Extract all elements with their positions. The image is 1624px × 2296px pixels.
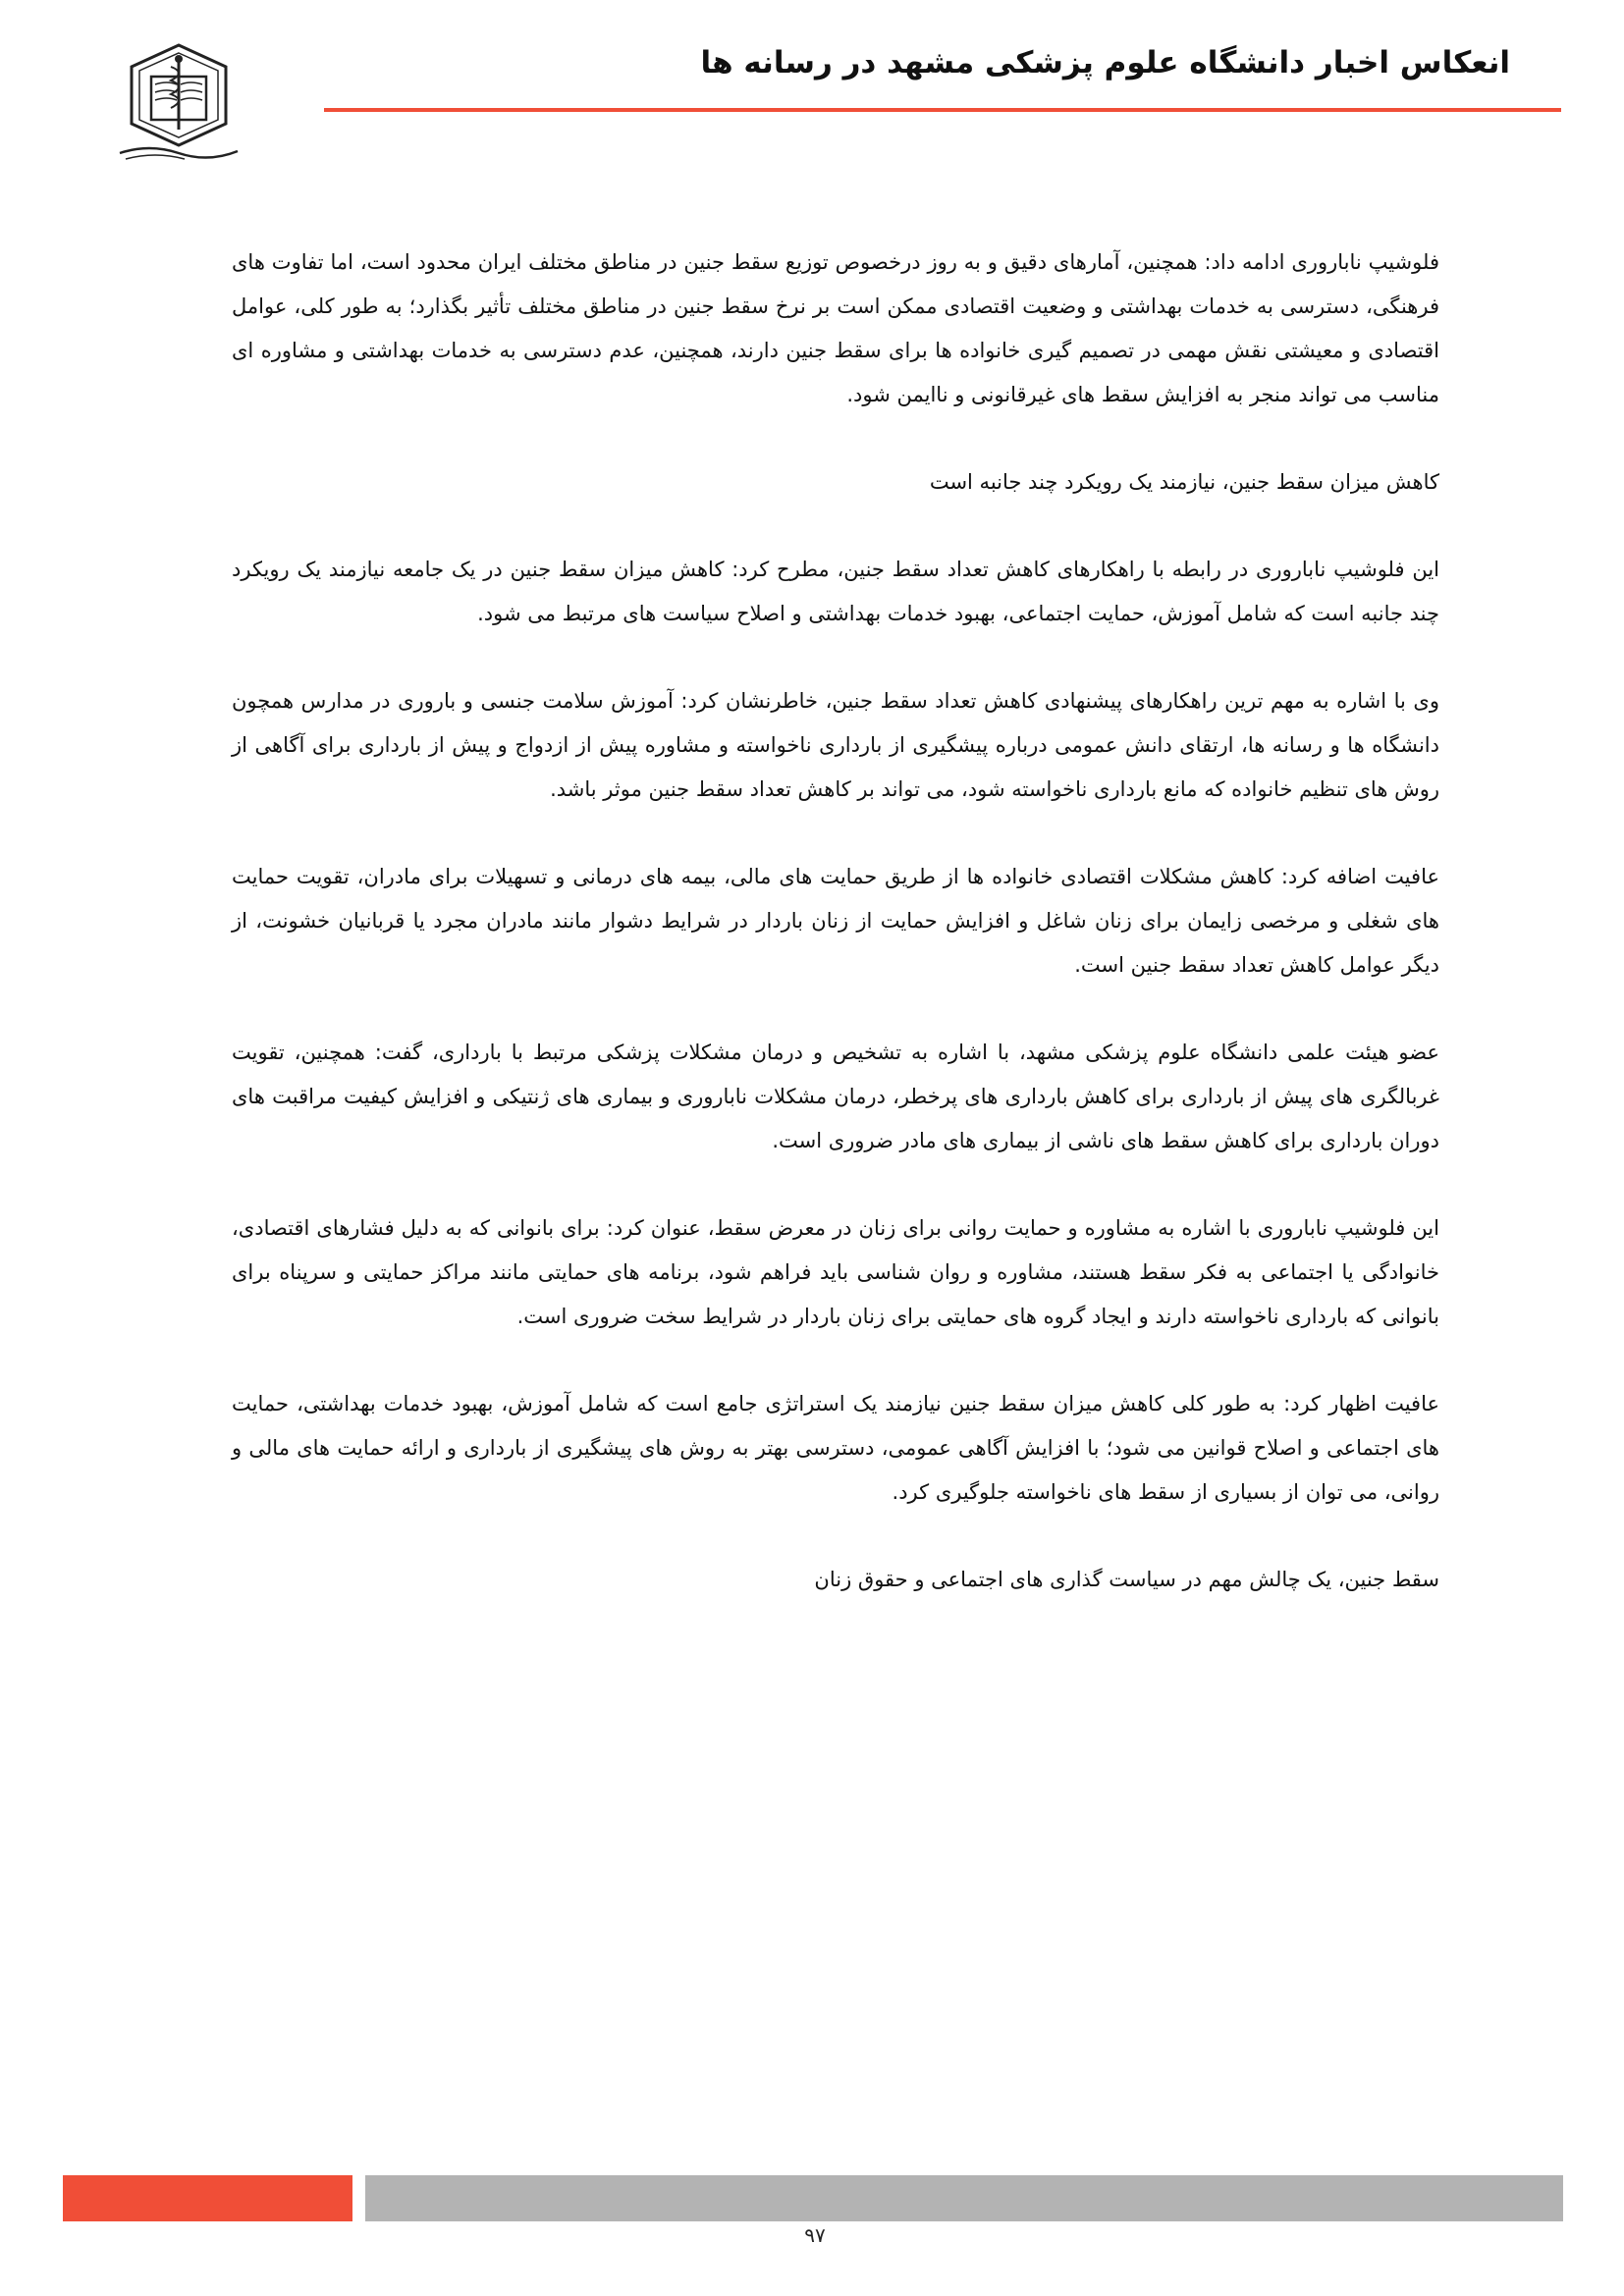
paragraph: عافیت اضافه کرد: کاهش مشکلات اقتصادی خانواده ها از طریق حمایت های مالی، بیمه های درمانی و تسهیلات برای مادران، تقویت حمایت های شغلی و مرخصی زایمان برای زنان شاغل و افزایش حمایت از زنان باردار در شرایط دشوار مانند مادران مجرد یا قربانیان خشونت، از دیگر عوامل کاهش تعداد سقط جنین است. [232,865,1439,977]
paragraph: عافیت اظهار کرد: به طور کلی کاهش میزان سقط جنین نیازمند یک استراتژی جامع است که شامل آموزش، بهبود خدمات بهداشتی، حمایت های اجتماعی و اصلاح قوانین می شود؛ با افزایش آگاهی عمومی، دسترسی بهتر به روش های پیشگیری از بارداری و ارائه حمایت های مالی و روانی، می توان از بسیاری از سقط های ناخواسته جلوگیری کرد. [232,1392,1439,1504]
paragraph: این فلوشیپ ناباروری با اشاره به مشاوره و حمایت روانی برای زنان در معرض سقط، عنوان کرد: برای بانوانی که به دلیل فشارهای اقتصادی، خانوادگی یا اجتماعی به فکر سقط هستند، مشاوره و روان شناسی باید فراهم شود، برنامه های حمایتی مانند مراکز حمایتی و سرپناه برای بانوانی که بارداری ناخواسته دارند و ایجاد گروه های حمایتی برای زنان باردار در شرایط سخت ضروری است. [232,1216,1439,1328]
paragraph: وی با اشاره به مهم ترین راهکارهای پیشنهادی کاهش تعداد سقط جنین، خاطرنشان کرد: آموزش سلامت جنسی و باروری در مدارس همچون دانشگاه ها و رسانه ها، ارتقای دانش عمومی درباره پیشگیری از بارداری ناخواسته و مشاوره پیش از ازدواج و پیش از بارداری برای آگاهی از روش های تنظیم خانواده که مانع بارداری ناخواسته شود، می تواند بر کاهش تعداد سقط جنین موثر باشد. [232,689,1439,801]
paragraph: عضو هیئت علمی دانشگاه علوم پزشکی مشهد، با اشاره به تشخیص و درمان مشکلات پزشکی مرتبط با بارداری، گفت: همچنین، تقویت غربالگری های پیش از بارداری برای کاهش بارداری های پرخطر، درمان مشکلات ناباروری و بیماری های ژنتیکی و افزایش کیفیت مراقبت های دوران بارداری برای کاهش سقط های ناشی از بیماری های مادر ضروری است. [232,1041,1439,1152]
page-title: انعکاس اخبار دانشگاه علوم پزشکی مشهد در رسانه ها [700,45,1510,80]
section-heading: کاهش میزان سقط جنین، نیازمند یک رویکرد چند جانبه است [929,470,1439,494]
paragraph: این فلوشیپ ناباروری در رابطه با راهکارهای کاهش تعداد سقط جنین، مطرح کرد: کاهش میزان سقط جنین در یک جامعه نیازمند یک رویکرد چند جانبه است که شامل آموزش، حمایت اجتماعی، بهبود خدمات بهداشتی و اصلاح سیاست های مرتبط می شود. [232,558,1439,625]
page-number: ۹۷ [804,2223,826,2247]
article-body [232,240,1439,1645]
university-emblem-icon [110,37,247,165]
footer-bar [365,2175,1563,2221]
section-heading: سقط جنین، یک چالش مهم در سیاست گذاری های اجتماعی و حقوق زنان [814,1568,1439,1591]
header-divider [324,108,1561,112]
paragraph: فلوشیپ ناباروری ادامه داد: همچنین، آمارهای دقیق و به روز درخصوص توزیع سقط جنین در مناطق مختلف ایران محدود است، اما تفاوت های فرهنگی، دسترسی به خدمات بهداشتی و وضعیت اقتصادی ممکن است بر نرخ سقط جنین در مناطق مختلف تأثیر بگذارد؛ به طور کلی، عوامل اقتصادی و معیشتی نقش مهمی در تصمیم گیری خانواده ها برای سقط جنین دارند، همچنین، عدم دسترسی به خدمات بهداشتی و مشاوره ای مناسب می تواند منجر به افزایش سقط های غیرقانونی و ناایمن شود. [232,250,1439,406]
footer-accent-bar [63,2175,352,2221]
